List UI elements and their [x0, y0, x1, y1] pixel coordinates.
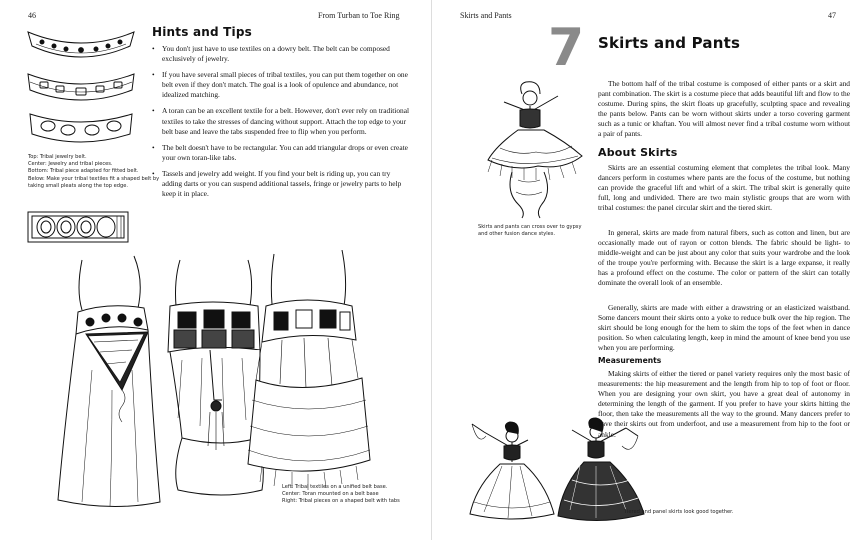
hints-and-tips-heading: Hints and Tips	[152, 25, 252, 39]
running-head-right: Skirts and Pants	[460, 11, 512, 20]
about-paragraph: Skirts are an essential costuming element that completes the tribal look. Many dancers perform in costumes where pants are the focus of the costume, but nothing can provide the graceful lift and whirl of a skirt. The tribal skirt is generally quite full, long and undivided. There are two main stylistic groups that are worn with tribal costumes: the panel circular skirt and the tiered skirt.	[598, 163, 850, 213]
page-number-left: 46	[28, 11, 36, 20]
page-number-right: 47	[828, 11, 836, 20]
pair-caption: Tiered and panel skirts look good together.	[624, 509, 734, 515]
chapter-number: 7	[548, 18, 585, 78]
dancer-illustration	[478, 80, 590, 220]
intro-paragraph: The bottom half of the tribal costume is composed of either pants or a skirt and pant combination. The skirt is a costume piece that adds beautiful lift and flow to the costume. During spins, the skirt floats up gracefully, sculpting space and revealing the pants below. Pants can be worn without skirts under a torso covering garment such as a tunic or khaftan. You will almost never find a tribal costume worn without a pair of pants.	[598, 79, 850, 139]
measurements-heading: Measurements	[598, 356, 662, 365]
about-paragraph: In general, skirts are made from natural fibers, such as cotton and linen, but are occasionally made out of rayon or cotton blends. The fabric should be light- to middle-weight and can be just about any color that suits your wardrobe and the look of the troupe you're performing with. Because the skirt is a large expanse, it really has a profound effect on the costume. The color or pattern of the skirt can totally dominate the overall look of an ensemble.	[598, 228, 850, 288]
jewelry-belts-illustration	[22, 22, 140, 150]
bullet-item: • The belt doesn't have to be rectangular. You can add triangular drops or even create your own toran-like tabs.	[152, 143, 410, 163]
dancer-caption-line: and other fusion dance styles.	[478, 231, 556, 238]
belt-caption-line: Bottom: Tribal piece adapted for fitted belt.	[28, 168, 139, 175]
tribal-belt-skirts-illustration	[52, 250, 382, 512]
bullet-item: • Tassels and jewelry add weight. If you find your belt is riding up, you can try adding darts or you can suspend additional tassels, fringe or jewelry parts to help keep it in place.	[152, 169, 410, 199]
running-head-left: From Turban to Toe Ring	[318, 11, 400, 20]
skirt-caption	[282, 484, 432, 506]
hints-bullet-list	[152, 44, 410, 205]
skirt-caption-line: Right: Tribal pieces on a shaped belt with tabs	[282, 498, 400, 505]
chapter-title: Skirts and Pants	[598, 34, 741, 52]
skirt-caption-line: Center: Toran mounted on a belt base	[282, 491, 379, 498]
dancer-caption-line: Skirts and pants can cross over to gypsy	[478, 224, 582, 230]
belt-caption-line: Top: Tribal jewelry belt.	[28, 154, 87, 160]
dancer-caption	[478, 224, 618, 238]
about-paragraph: Generally, skirts are made with either a drawstring or an elasticized waistband. Some dancers mount their skirts onto a yoke to reduce bulk over the hip region. The skirt should be long enough for the hem to skim the tops of the feet when in dance position. So when calculating length, keep in mind the amount of knee bend you use when you are performing.	[598, 303, 850, 353]
belt-caption-line: taking small pleats along the top edge.	[28, 182, 128, 189]
right-page	[432, 0, 864, 540]
bullet-item: • If you have several small pieces of tribal textiles, you can put them together on one belt even if they don't match. The goal is a look of opulence and abundance, not idealized matching.	[152, 70, 410, 100]
measurements-paragraph: Making skirts of either the tiered or panel variety requires only the most basic of measurements: the hip measurement and the length from hip to top of foot or floor. When you are designing your own skirt, you have a great deal of autonomy in determining the length of the garment. If you prefer to have your skirts hitting the floor, then take the measurements all the way to the ground. Many dancers prefer to have their skirts out from underfoot, and use a measurement from hip to the foot or ankle.	[598, 369, 850, 439]
pleated-belt-illustration	[26, 208, 130, 246]
belt-caption-line: Center: Jewelry and tribal pieces.	[28, 161, 113, 168]
about-skirts-heading: About Skirts	[598, 146, 678, 159]
bullet-item: • You don't just have to use textiles on a dowry belt. The belt can be composed exclusively of jewelry.	[152, 44, 410, 64]
belt-caption-line: Below: Make your tribal textiles fit a shaped belt by	[28, 175, 160, 182]
bullet-item: • A toran can be an excellent textile for a belt. However, don't ever rely on traditional textiles to take the stresses of dancing without support. Attach the top edge to your belt base and leave the tabs suspended free to flip when you perform.	[152, 106, 410, 136]
skirt-caption-line: Left: Tribal textiles on a unified belt base.	[282, 484, 388, 490]
